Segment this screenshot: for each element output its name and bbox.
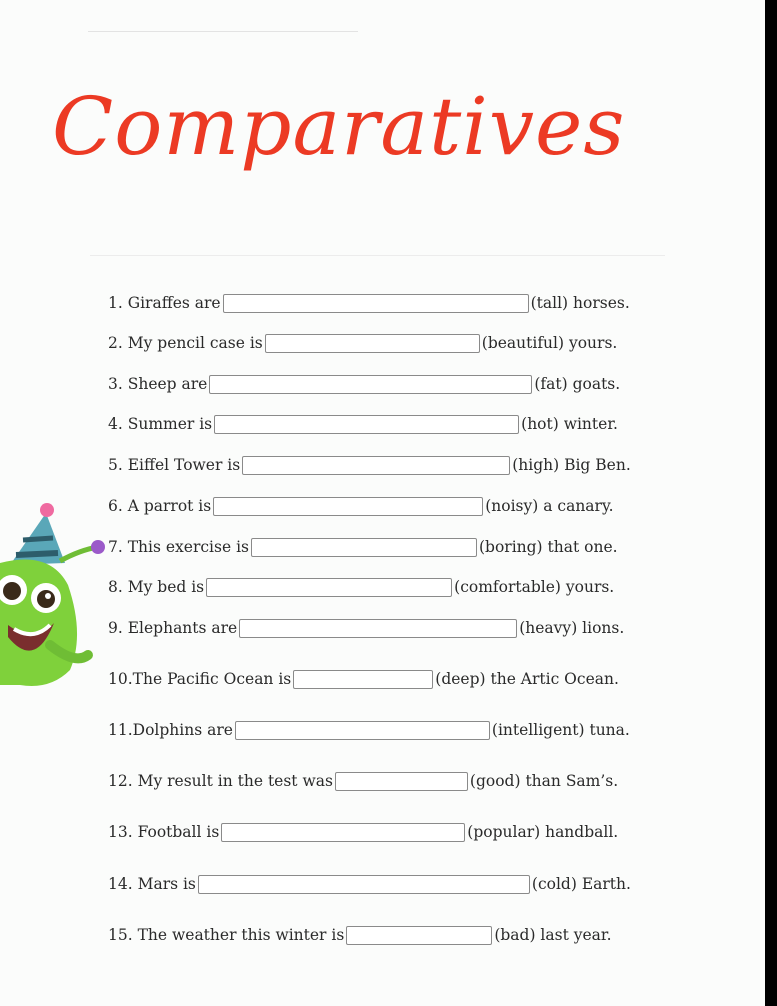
exercise-prompt: 3. Sheep are bbox=[108, 375, 208, 393]
answer-blank-10[interactable] bbox=[293, 670, 433, 689]
answer-blank-12[interactable] bbox=[335, 772, 468, 791]
exercise-hint: (bad) last year. bbox=[494, 926, 612, 944]
exercise-item-2 bbox=[108, 331, 617, 353]
exercise-hint: (high) Big Ben. bbox=[512, 456, 631, 474]
exercise-prompt: 6. A parrot is bbox=[108, 497, 212, 515]
exercise-hint: (hot) winter. bbox=[521, 415, 618, 433]
exercise-item-4 bbox=[108, 412, 618, 434]
exercise-prompt: 9. Elephants are bbox=[108, 619, 238, 637]
exercise-hint: (good) than Sam’s. bbox=[469, 772, 619, 790]
top-divider bbox=[88, 31, 358, 32]
answer-blank-9[interactable] bbox=[239, 619, 517, 638]
exercise-item-7 bbox=[108, 535, 618, 557]
exercise-prompt: 7. This exercise is bbox=[108, 538, 249, 556]
exercise-item-10 bbox=[108, 667, 619, 689]
exercise-hint: (boring) that one. bbox=[478, 538, 618, 556]
worksheet-title: Comparatives bbox=[52, 80, 626, 173]
exercise-prompt: 12. My result in the test was bbox=[108, 772, 333, 790]
answer-blank-6[interactable] bbox=[213, 497, 483, 516]
exercise-hint: (beautiful) yours. bbox=[481, 334, 618, 352]
exercise-prompt: 13. Football is bbox=[108, 823, 220, 841]
exercise-item-6 bbox=[108, 494, 614, 516]
exercise-prompt: 4. Summer is bbox=[108, 415, 213, 433]
exercise-prompt: 11.Dolphins are bbox=[108, 721, 233, 739]
exercise-hint: (deep) the Artic Ocean. bbox=[435, 670, 619, 688]
party-monster-icon bbox=[0, 495, 115, 695]
exercise-hint: (tall) horses. bbox=[530, 294, 630, 312]
answer-blank-1[interactable] bbox=[223, 294, 529, 313]
exercise-prompt: 15. The weather this winter is bbox=[108, 926, 345, 944]
exercise-item-12 bbox=[108, 769, 618, 791]
answer-blank-13[interactable] bbox=[221, 823, 465, 842]
exercise-item-14 bbox=[108, 872, 631, 894]
exercise-prompt: 8. My bed is bbox=[108, 578, 205, 596]
exercise-item-11 bbox=[108, 718, 630, 740]
answer-blank-5[interactable] bbox=[242, 456, 510, 475]
answer-blank-8[interactable] bbox=[206, 578, 452, 597]
exercise-hint: (intelligent) tuna. bbox=[491, 721, 630, 739]
exercise-prompt: 5. Eiffel Tower is bbox=[108, 456, 241, 474]
exercise-item-9 bbox=[108, 616, 624, 638]
exercise-prompt: 1. Giraffes are bbox=[108, 294, 221, 312]
answer-blank-11[interactable] bbox=[235, 721, 490, 740]
title-divider bbox=[90, 255, 665, 256]
answer-blank-2[interactable] bbox=[265, 334, 480, 353]
exercise-hint: (comfortable) yours. bbox=[454, 578, 615, 596]
exercise-item-3 bbox=[108, 372, 620, 394]
exercise-hint: (popular) handball. bbox=[467, 823, 619, 841]
exercise-hint: (fat) goats. bbox=[534, 375, 621, 393]
answer-blank-14[interactable] bbox=[198, 875, 530, 894]
exercise-prompt: 10.The Pacific Ocean is bbox=[108, 670, 292, 688]
exercise-hint: (noisy) a canary. bbox=[485, 497, 614, 515]
exercise-prompt: 14. Mars is bbox=[108, 875, 196, 893]
exercise-hint: (cold) Earth. bbox=[531, 875, 631, 893]
exercise-item-13 bbox=[108, 820, 618, 842]
exercise-item-5 bbox=[108, 453, 631, 475]
exercise-item-8 bbox=[108, 575, 614, 597]
answer-blank-3[interactable] bbox=[209, 375, 532, 394]
answer-blank-15[interactable] bbox=[346, 926, 492, 945]
exercise-hint: (heavy) lions. bbox=[519, 619, 625, 637]
exercise-prompt: 2. My pencil case is bbox=[108, 334, 263, 352]
answer-blank-4[interactable] bbox=[214, 415, 519, 434]
exercise-item-1 bbox=[108, 291, 630, 313]
exercise-item-15 bbox=[108, 923, 612, 945]
answer-blank-7[interactable] bbox=[251, 538, 477, 557]
